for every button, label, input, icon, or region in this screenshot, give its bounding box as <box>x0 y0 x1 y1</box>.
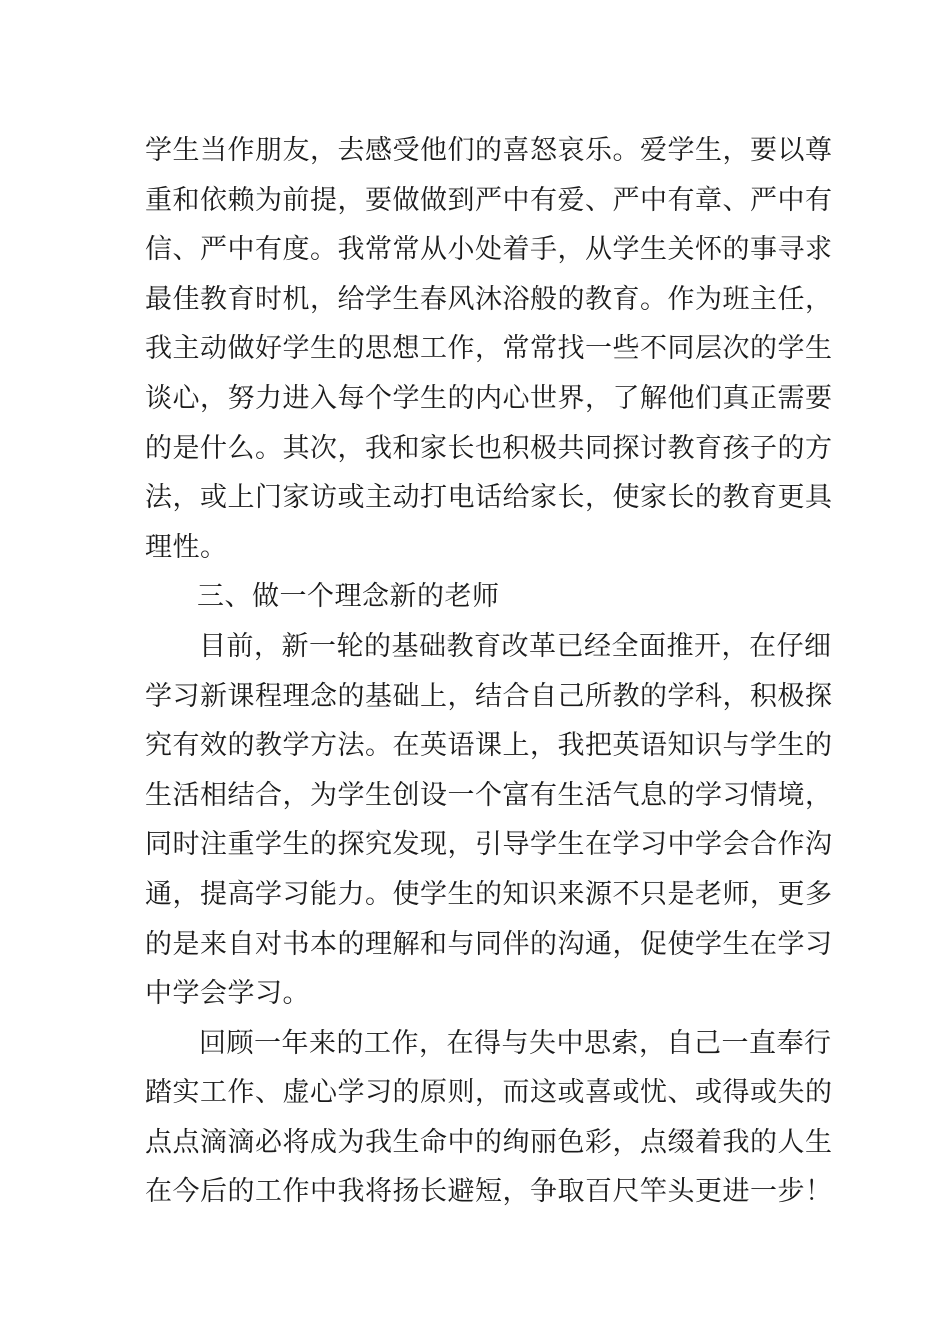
paragraph-line: 我主动做好学生的思想工作，常常找一些不同层次的学生 <box>145 333 833 365</box>
paragraph-line: 通，提高学习能力。使学生的知识来源不只是老师，更多 <box>145 878 833 910</box>
paragraph-line: 中学会学习。 <box>145 978 310 1010</box>
paragraph-line: 的是来自对书本的理解和与同伴的沟通，促使学生在学习 <box>145 928 833 960</box>
paragraph-line: 目前，新一轮的基础教育改革已经全面推开，在仔细 <box>199 630 832 662</box>
paragraph-line: 踏实工作、虚心学习的原则，而这或喜或忧、或得或失的 <box>145 1077 833 1109</box>
paragraph-conclusion <box>145 1019 833 1217</box>
paragraph-line: 点点滴滴必将成为我生命中的绚丽色彩，点缀着我的人生 <box>145 1126 833 1158</box>
paragraph-line: 信、严中有度。我常常从小处着手，从学生关怀的事寻求 <box>145 234 833 266</box>
paragraph-line: 谈心，努力进入每个学生的内心世界，了解他们真正需要 <box>145 382 833 414</box>
paragraph-line: 学习新课程理念的基础上，结合自己所教的学科，积极探 <box>145 680 833 712</box>
document-body <box>145 126 833 1217</box>
paragraph-line: 的是什么。其次，我和家长也积极共同探讨教育孩子的方 <box>145 432 833 464</box>
paragraph-line: 生活相结合，为学生创设一个富有生活气息的学习情境， <box>145 779 833 811</box>
paragraph-section-three <box>145 622 833 1019</box>
paragraph-line: 回顾一年来的工作，在得与失中思索，自己一直奉行 <box>199 1027 832 1059</box>
paragraph-line: 重和依赖为前提，要做做到严中有爱、严中有章、严中有 <box>145 184 833 216</box>
paragraph-line: 最佳教育时机，给学生春风沐浴般的教育。作为班主任， <box>145 283 833 315</box>
paragraph-line: 究有效的教学方法。在英语课上，我把英语知识与学生的 <box>145 730 833 762</box>
section-heading: 三、做一个理念新的老师 <box>197 581 500 613</box>
paragraph-line: 法，或上门家访或主动打电话给家长，使家长的教育更具 <box>145 482 833 514</box>
paragraph-continuation <box>145 126 833 572</box>
paragraph-line: 学生当作朋友，去感受他们的喜怒哀乐。爱学生，要以尊 <box>145 135 833 166</box>
paragraph-line: 同时注重学生的探究发现，引导学生在学习中学会合作沟 <box>145 829 833 861</box>
paragraph-line: 理性。 <box>145 531 228 563</box>
paragraph-line: 在今后的工作中我将扬长避短，争取百尺竿头更进一步！ <box>145 1176 833 1208</box>
